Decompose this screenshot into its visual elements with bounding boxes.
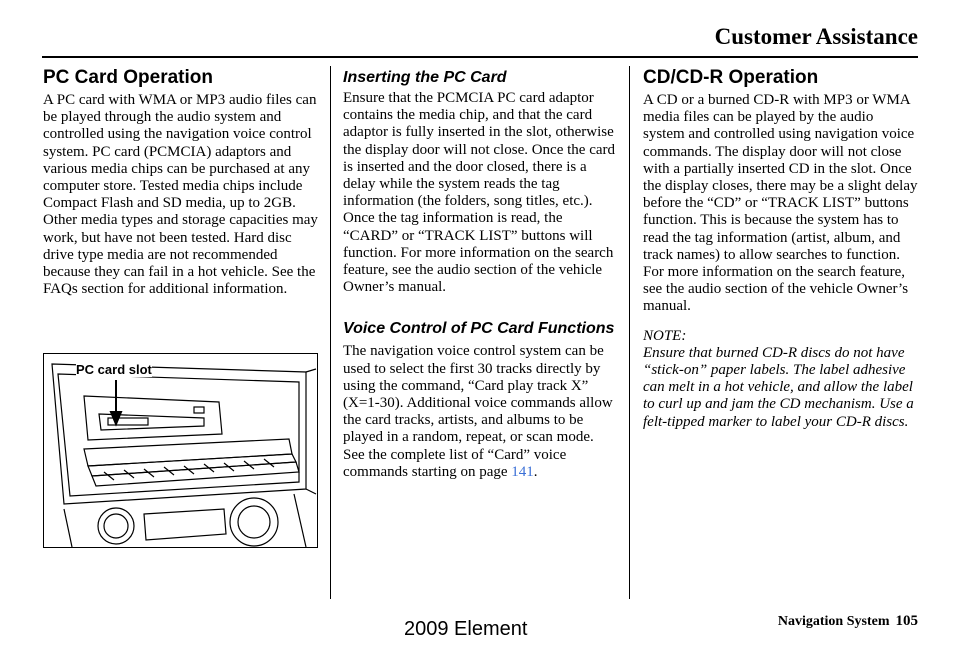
paragraph [343, 343, 618, 481]
section-heading: PC Card Operation [43, 67, 213, 88]
section-heading: CD/CD-R Operation [643, 67, 819, 88]
paragraph: A PC card with WMA or MP3 audio files can be played through the audio system and controlled using the navigation voice control system. PC card (PCMCIA) adaptors and various media chips can be purchased at any computer store. Tested media chips include Compact Flash and SD media, up to 2GB. Other media types and storage capacities may work, but have not been tested. Hard disc drive type media are not recommended because they can fail in a hot vehicle. See the FAQs section for additional information. [43, 92, 318, 298]
watermark: 2009 Element [404, 618, 528, 640]
page-number: 105 [895, 613, 918, 629]
figure-label: PC card slot [76, 362, 152, 377]
column-inserting-pc-card [343, 66, 618, 481]
column-pc-card-operation [43, 66, 318, 298]
paragraph-end: . [533, 463, 538, 480]
footer [778, 613, 918, 630]
audio-unit-illustration [44, 354, 317, 547]
section-heading: Voice Control of PC Card Functions [343, 320, 615, 338]
header-rule [42, 56, 918, 58]
pc-card-slot-figure [43, 353, 318, 548]
note-label: NOTE: [643, 327, 687, 344]
column-divider-2 [629, 66, 630, 599]
page-title: Customer Assistance [714, 24, 918, 49]
column-cd-operation [643, 66, 918, 431]
paragraph-text: The navigation voice control system can be used to select the first 30 tracks directly by using the command, “Card play track X” (X=1-30). Additional voice commands allow the card tracks, artists, and albums to be played in a random, repeat, or scan mode. See the complete list of “Card” voice commands starting on page [343, 343, 613, 480]
section-heading: Inserting the PC Card [343, 69, 507, 86]
paragraph: A CD or a burned CD-R with MP3 or WMA media files can be played by the audio system and controlled using navigation voice commands. The display door will not close with a partially inserted CD in the slot. Once the display closes, there may be a slight delay before the “CD” or “TRACK LIST” buttons function. This is because the system has to read the tag information (artist, album, and track names) to allow searches to function. For more information on the search feature, see the audio section of the vehicle Owner’s manual. [643, 92, 918, 315]
column-divider-1 [330, 66, 331, 599]
footer-section: Navigation System [777, 614, 890, 629]
note-text: Ensure that burned CD-R discs do not have “stick-on” paper labels. The label adhesive can melt in a hot vehicle, and allow the label to curl up and jam the CD mechanism. Use a felt-tipped marker to label your CD-R discs. [643, 344, 914, 430]
paragraph: Ensure that the PCMCIA PC card adaptor contains the media chip, and that the card adaptor is fully inserted in the slot, otherwise the display door will not close. Once the card is inserted and the door closed, there is a delay while the system reads the tag information (the folders, song titles, etc.). Once the tag information is read, the “CARD” or “TRACK LIST” buttons will function. For more information on the search feature, see the audio section of the vehicle Owner’s manual. [343, 90, 616, 296]
page-link[interactable]: 141 [511, 463, 534, 480]
